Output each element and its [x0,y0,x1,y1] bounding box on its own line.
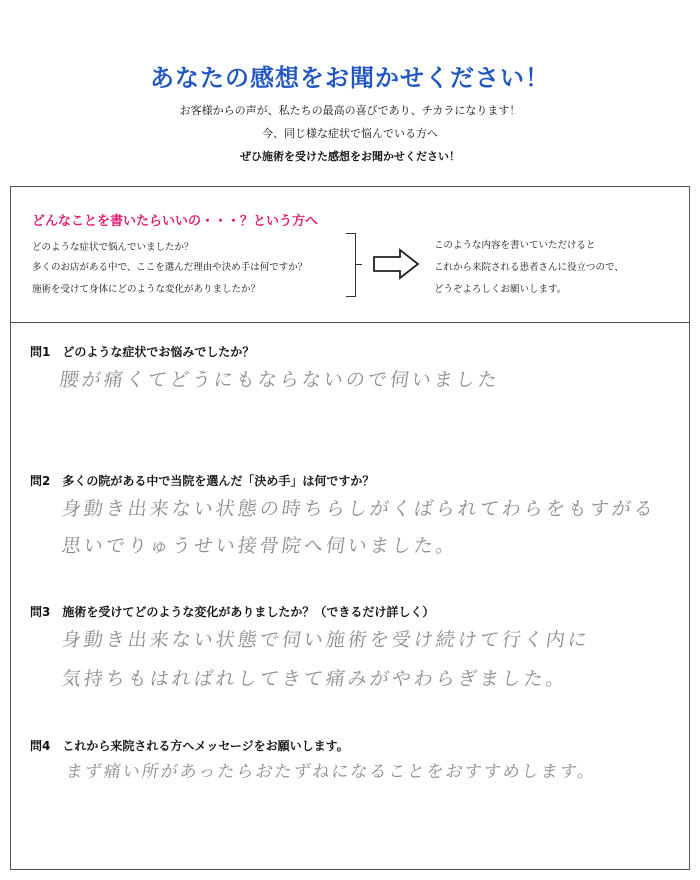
question-3-answer-line-2: 気持ちもはればれしてきて痛みがやわらぎました。 [60,668,570,690]
guide-question-3: 施術を受けて身体にどのような変化がありましたか？ [32,284,261,295]
bracket-shape [346,233,356,297]
question-4-label: 問4 これから来院される方へメッセージをお願いします。 [30,739,349,753]
question-2-label: 問2 多くの院がある中で当院を選んだ「決め手」は何ですか？ [30,474,375,488]
guide-answer-2: これから来院される患者さんに役立つので、 [434,262,624,273]
question-3-answer-line-1: 身動き出来ない状態で伺い施術を受け続けて行く内に [60,629,592,651]
question-2-answer-line-2: 思いでりゅうせい接骨院へ伺いました。 [60,535,460,557]
right-arrow-icon [372,248,420,280]
question-1-answer: 腰が痛くてどうにもならないので伺いました [58,369,502,391]
intro-line-3: ぜひ施術を受けた感想をお聞かせください！ [240,150,460,163]
guide-title: どんなことを書いたらいいの・・・？という方へ [32,214,319,229]
guide-question-2: 多くのお店がある中で、ここを選んだ理由や決め手は何ですか？ [32,262,308,273]
guide-answer-1: このような内容を書いていただけると [434,240,596,251]
question-3-label: 問3 施術を受けてどのような変化がありましたか？（できるだけ詳しく） [30,605,435,619]
question-2-answer-line-1: 身動き出来ない状態の時ちらしがくばられてわらをもすがる [60,498,658,520]
guide-divider [10,322,690,323]
guide-question-1: どのような症状で悩んでいましたか？ [32,242,194,253]
guide-answer-3: どうぞよろしくお願いします。 [434,284,567,295]
bracket-tick [356,264,362,265]
intro-line-2: 今、同じ様な症状で悩んでいる方へ [262,127,438,140]
page-title: あなたの感想をお聞かせください！ [150,64,550,92]
question-4-answer: まず痛い所があったらおたずねになることをおすすめします。 [64,762,598,782]
intro-line-1: お客様からの声が、私たちの最高の喜びであり、チカラになります！ [179,104,521,117]
question-1-label: 問1 どのような症状でお悩みでしたか？ [30,345,255,359]
